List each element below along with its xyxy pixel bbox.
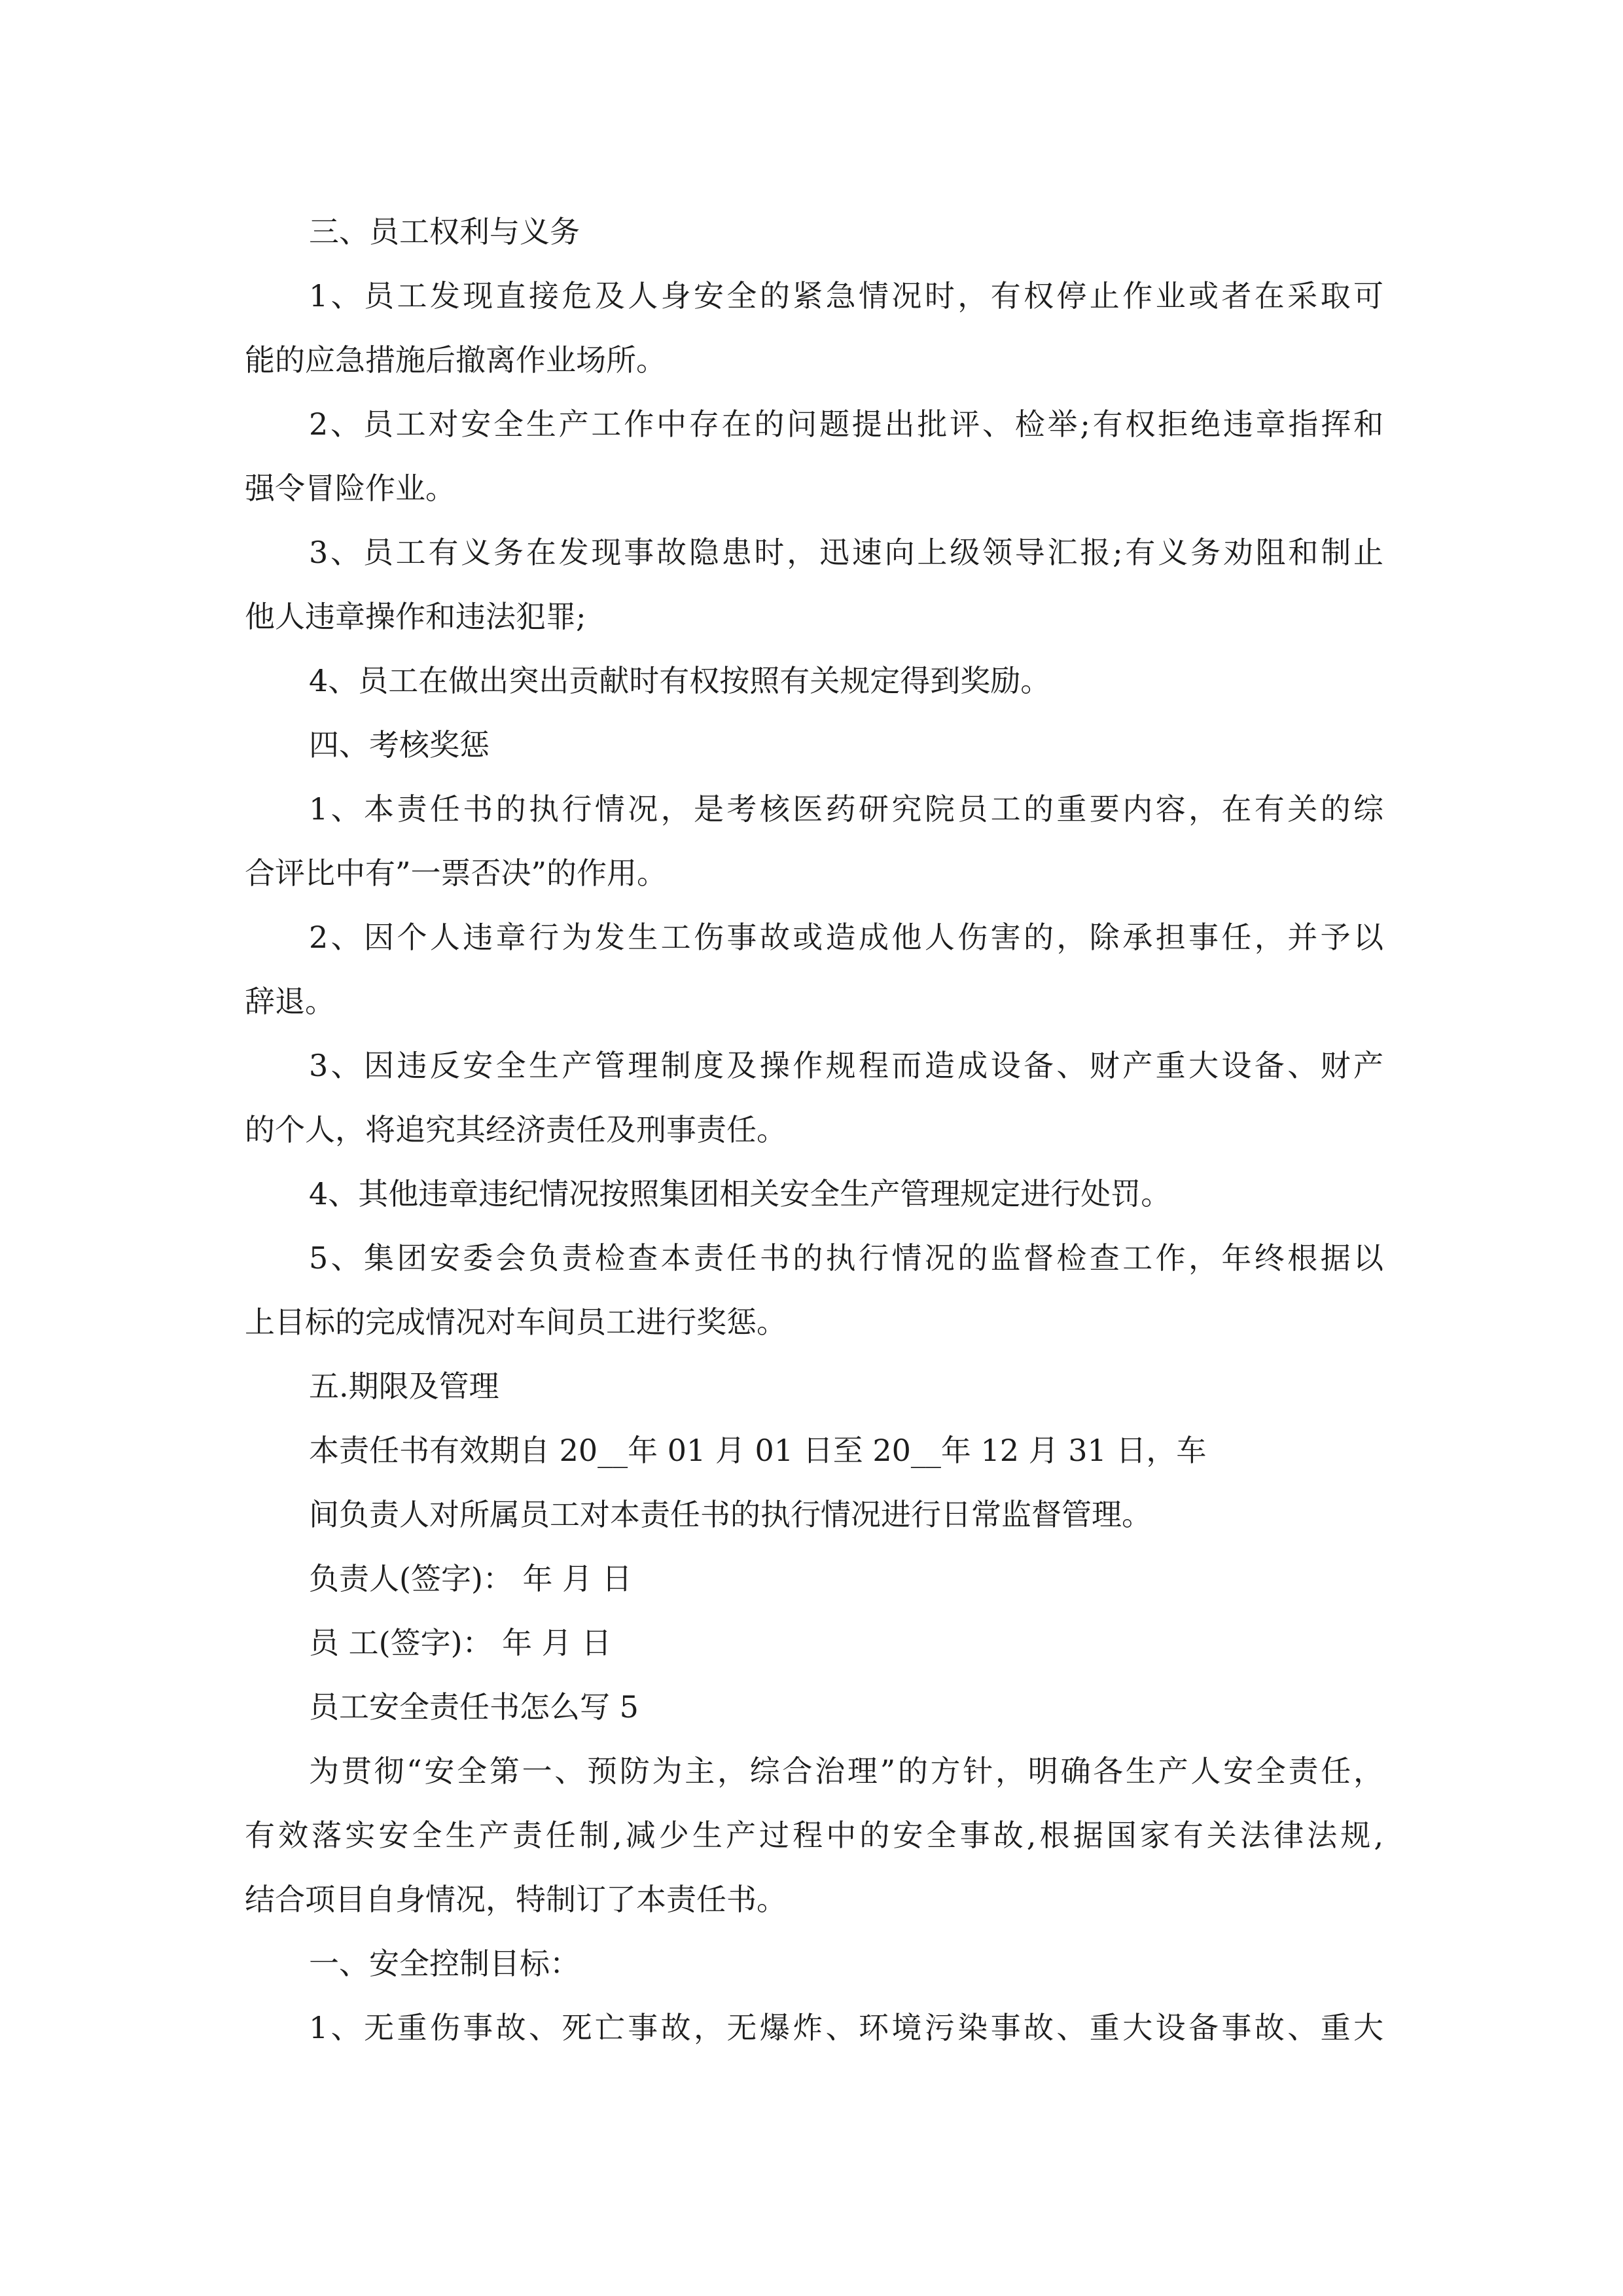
text-line: 有效落实安全生产责任制,减少生产过程中的安全事故,根据国家有关法律法规, (245, 1818, 1383, 1853)
text-line: 为贯彻“安全第一、预防为主，综合治理”的方针，明确各生产人安全责任， (309, 1753, 1383, 1789)
text-line: 辞退。 (245, 984, 335, 1019)
text-line: 上目标的完成情况对车间员工进行奖惩。 (245, 1304, 787, 1340)
text-line: 2、因个人违章行为发生工伤事故或造成他人伤害的，除承担事任，并予以 (309, 920, 1383, 955)
text-line: 一、安全控制目标： (309, 1946, 580, 1981)
text-line: 三、员工权利与义务 (309, 214, 580, 249)
text-line: 的个人，将追究其经济责任及刑事责任。 (245, 1112, 787, 1147)
text-line: 强令冒险作业。 (245, 471, 455, 506)
text-line: 3、因违反安全生产管理制度及操作规程而造成设备、财产重大设备、财产 (309, 1048, 1383, 1083)
text-line: 员 工(签字)： 年 月 日 (309, 1625, 612, 1660)
text-line: 他人违章操作和违法犯罪; (245, 599, 586, 634)
document-body (245, 200, 1383, 2060)
text-line: 5、集团安委会负责检查本责任书的执行情况的监督检查工作，年终根据以 (309, 1240, 1383, 1276)
text-line: 1、本责任书的执行情况，是考核医药研究院员工的重要内容，在有关的综 (309, 791, 1383, 827)
text-line: 能的应急措施后撤离作业场所。 (245, 342, 666, 378)
text-line: 本责任书有效期自 20__年 01 月 01 日至 20__年 12 月 31 日，车 (309, 1433, 1207, 1468)
text-line: 员工安全责任书怎么写 5 (309, 1689, 639, 1725)
text-line: 1、员工发现直接危及人身安全的紧急情况时，有权停止作业或者在采取可 (309, 278, 1383, 314)
text-line: 3、员工有义务在发现事故隐患时，迅速向上级领导汇报;有义务劝阻和制止 (309, 535, 1383, 570)
text-line: 四、考核奖惩 (309, 727, 490, 762)
text-line: 2、员工对安全生产工作中存在的问题提出批评、检举;有权拒绝违章指挥和 (309, 406, 1383, 442)
text-line: 五.期限及管理 (309, 1369, 499, 1404)
text-line: 合评比中有”一票否决”的作用。 (245, 855, 668, 891)
text-line: 负责人(签字)： 年 月 日 (309, 1561, 632, 1596)
text-line: 结合项目自身情况，特制订了本责任书。 (245, 1882, 787, 1917)
text-line: 1、无重伤事故、死亡事故，无爆炸、环境污染事故、重大设备事故、重大 (309, 2010, 1383, 2045)
text-line: 间负责人对所属员工对本责任书的执行情况进行日常监督管理。 (309, 1497, 1152, 1532)
text-line: 4、其他违章违纪情况按照集团相关安全生产管理规定进行处罚。 (309, 1176, 1171, 1211)
text-line: 4、员工在做出突出贡献时有权按照有关规定得到奖励。 (309, 663, 1051, 698)
